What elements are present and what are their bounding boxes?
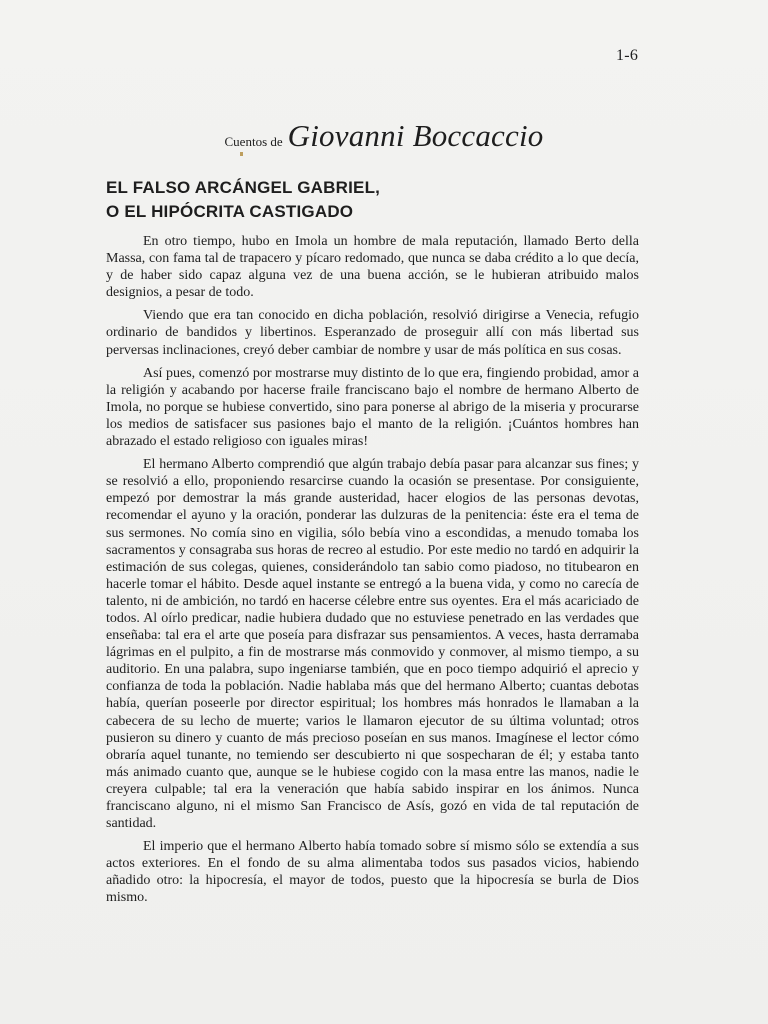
- story-title-line-2: O EL HIPÓCRITA CASTIGADO: [106, 202, 354, 221]
- story-title-line-1: EL FALSO ARCÁNGEL GABRIEL,: [106, 178, 381, 197]
- paragraph: Viendo que era tan conocido en dicha población, resolvió dirigirse a Venecia, refugio ordinario de bandidos y libertinos. Esperanzado de proseguir allí con más libertad sus perversas inclinaciones, creyó deber cambiar de nombre y usar de más política en sus cosas.: [106, 308, 639, 358]
- paragraph: Así pues, comenzó por mostrarse muy distinto de lo que era, fingiendo probidad, amor a la religión y acabando por hacerse fraile franciscano bajo el nombre de hermano Alberto de Imola, no porque se hubiese convertido, sino para ponerse al abrigo de la miseria y procurarse los medios de satisfacer sus pasiones bajo el manto de la religión. ¡Cuántos hombres han abrazado el estado religioso con iguales miras!: [106, 365, 639, 450]
- story-title: [106, 176, 380, 224]
- story-body: [106, 233, 639, 913]
- page-number: 1-6: [616, 47, 639, 64]
- scan-mark: [240, 152, 243, 156]
- book-header: [0, 118, 768, 154]
- book-header-author: Giovanni Boccaccio: [287, 118, 544, 153]
- book-header-prefix: Cuentos de: [224, 134, 283, 149]
- paragraph: El imperio que el hermano Alberto había tomado sobre sí mismo sólo se extendía a sus actos exteriores. En el fondo de su alma alimentaba todos sus pasados vicios, habiendo añadido otro: la hipocresía, el mayor de todos, puesto que la hipocresía se burla de Dios mismo.: [106, 839, 639, 906]
- paragraph: En otro tiempo, hubo en Imola un hombre de mala reputación, llamado Berto della Massa, con fama tal de trapacero y pícaro redomado, que nunca se daba crédito a lo que decía, y de haber sido capaz alguna vez de una buena acción, se le hubieran atribuido malos designios, a pesar de todo.: [106, 234, 639, 301]
- paragraph: El hermano Alberto comprendió que algún trabajo debía pasar para alcanzar sus fines; y se resolvió a ello, proponiendo resarcirse cuando la ocasión se presentase. Por consiguiente, empezó por demostrar la más grande austeridad, hacer elogios de las personas devotas, recomendar el ayuno y la oración, ponderar las dulzuras de la penitencia: éste era el tema de sus sermones. No comía sino en vigilia, sólo bebía vino a escondidas, a menudo tomaba los sacramentos y consagraba sus horas de recreo al estudio. Por este medio no tardó en adquirir la estimación de sus colegas, quienes, considerándolo tan sabio como piadoso, no titubearon en hacerle tomar el hábito. Desde aquel instante se entregó a la buena vida, y como no carecía de talento, ni de ambición, no tardó en hacerse célebre entre sus oyentes. Era el más acariciado de todos. Al oírlo predicar, nadie hubiera dudado que no estuviese penetrado en las verdades que enseñaba: tal era el arte que poseía para disfrazar sus pensamientos. A veces, hasta derramaba lágrimas en el pulpito, a fin de mostrarse más conmovido y conmover, al mismo tiempo, a su auditorio. En una palabra, supo ingeniarse también, que en poco tiempo adquirió el aprecio y confianza de toda la población. Nadie hablaba más que del hermano Alberto; cuantas debotas había, querían poseerle por director espiritual; los hombres más honrados le llamaban a la cabecera de su lecho de muerte; varios le llamaron ejecutor de su última voluntad; otros pusieron su dinero y cuanto de más precioso poseían en sus manos. Imagínese el lector cómo obraría aquel tunante, no temiendo ser descubierto ni que sospecharan de él; y estaba tanto más animado cuanto que, aunque se le hubiese cogido con la masa entre las manos, nadie le creyera culpable; tal era la veneración que había sabido inspirar en los ánimos. Nunca franciscano alguno, ni el mismo San Francisco de Asís, gozó en vida de tal reputación de santidad.: [106, 457, 639, 832]
